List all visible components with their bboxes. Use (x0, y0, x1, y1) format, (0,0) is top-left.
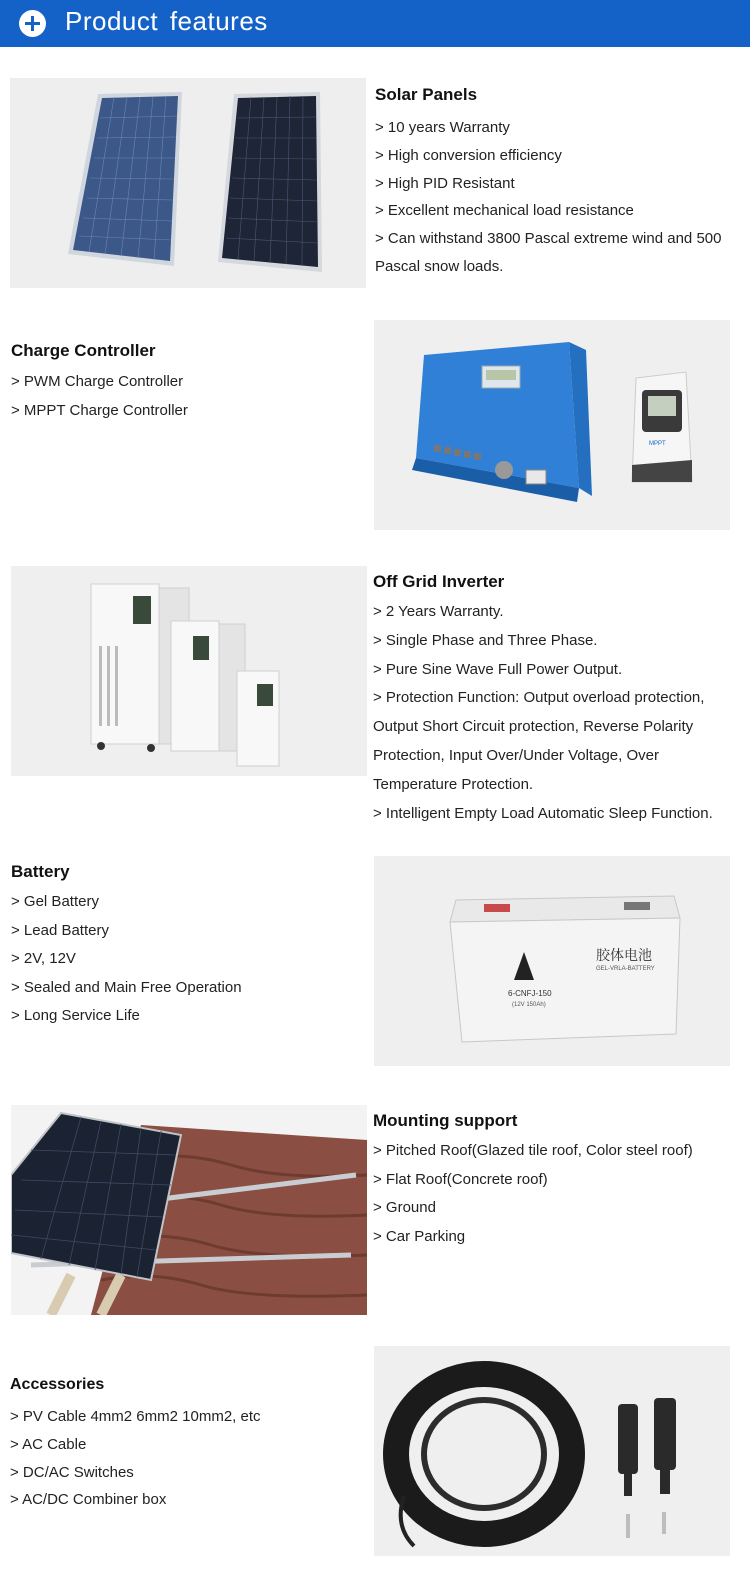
list-item: > Car Parking (373, 1227, 466, 1245)
list-item: > Pitched Roof(Glazed tile roof, Color steel roof) (373, 1142, 693, 1159)
list-item: > PWM Charge Controller (11, 373, 184, 390)
list-item: > Protection Function: Output overload protection, Output Short Circuit protection, Reverse Polarity Protection, Input Over/Under Voltage, Over Temperature Protection. (373, 689, 705, 793)
list-item: > High conversion efficiency (375, 146, 562, 164)
list-item: > Sealed and Main Free Operation (11, 978, 242, 996)
list-item: > 2V, 12V (11, 950, 76, 968)
list-item: > MPPT Charge Controller (11, 401, 188, 419)
section-title-mounting-support: Mounting support (373, 1111, 518, 1130)
section-title-charge-controller: Charge Controller (11, 341, 156, 360)
section-title-solar-panels: Solar Panels (375, 85, 478, 104)
list-item: > Flat Roof(Concrete roof) (373, 1170, 548, 1188)
solar-panels-feature-list (375, 114, 740, 281)
list-item: > Lead Battery (11, 921, 109, 939)
list-item: > PV Cable 4mm2 6mm2 10mm2, etc (10, 1408, 261, 1425)
battery-model-label: 6-CNFJ-150 (508, 989, 552, 998)
mppt-label: MPPT (649, 441, 666, 447)
battery-capacity-label: (12V 150Ah) (512, 1002, 546, 1008)
section-title-battery: Battery (11, 862, 70, 881)
charge-controller-feature-list (11, 368, 361, 425)
battery-feature-list (11, 888, 361, 1031)
plus-circle-icon (19, 10, 46, 37)
section-title-off-grid-inverter: Off Grid Inverter (373, 572, 505, 591)
solar-panels-image (10, 78, 366, 288)
list-item: > 2 Years Warranty. (373, 603, 504, 620)
charge-controller-image (374, 320, 730, 530)
list-item: > Long Service Life (11, 1007, 140, 1025)
mounting-support-image (11, 1105, 367, 1315)
accessories-image (374, 1346, 730, 1556)
inverter-image (11, 566, 367, 776)
list-item: > Intelligent Empty Load Automatic Sleep Function. (373, 804, 713, 822)
section-header (0, 0, 750, 47)
inverter-feature-list (373, 598, 743, 828)
list-item: > DC/AC Switches (10, 1463, 134, 1481)
list-item: > AC/DC Combiner box (10, 1491, 167, 1509)
battery-image (374, 856, 730, 1066)
list-item: > Can withstand 3800 Pascal extreme wind and 500 Pascal snow loads. (375, 230, 722, 275)
list-item: > Excellent mechanical load resistance (375, 202, 634, 220)
list-item: > 10 years Warranty (375, 119, 510, 136)
accessories-feature-list (10, 1403, 365, 1514)
list-item: > Ground (373, 1199, 436, 1217)
list-item: > Gel Battery (11, 893, 99, 910)
list-item: > AC Cable (10, 1435, 87, 1453)
list-item: > High PID Resistant (375, 174, 515, 192)
battery-brand-label: 胶体电池 (596, 948, 652, 964)
list-item: > Pure Sine Wave Full Power Output. (373, 660, 623, 678)
mounting-feature-list (373, 1137, 743, 1251)
battery-type-label: GEL-VRLA-BATTERY (596, 966, 655, 972)
section-title-accessories: Accessories (10, 1376, 105, 1393)
list-item: > Single Phase and Three Phase. (373, 631, 598, 649)
page-title: Product features (65, 6, 268, 36)
